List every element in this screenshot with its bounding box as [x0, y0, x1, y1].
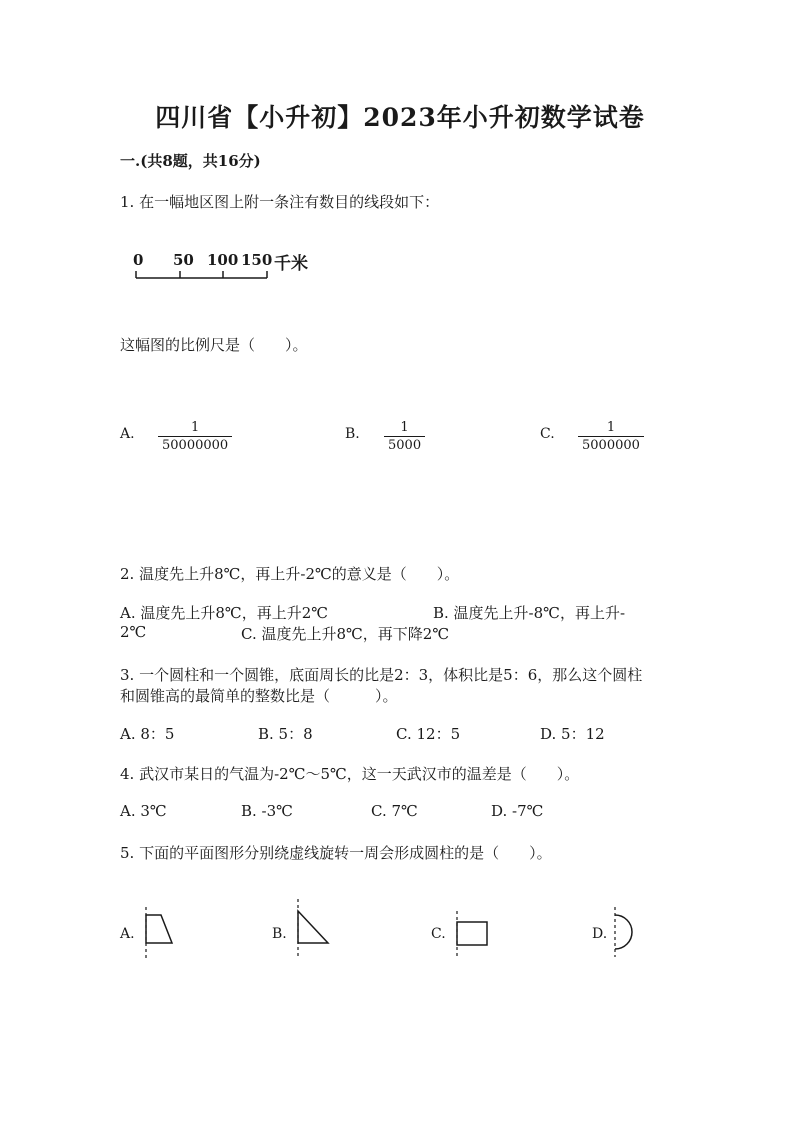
scale-tick-label: 0 [133, 251, 144, 269]
fraction-numerator: 1 [606, 420, 616, 435]
scale-line [134, 269, 274, 283]
semicircle-figure [609, 905, 649, 959]
option-c: C. 7℃ [371, 802, 418, 820]
scale-tick-label: 150 [241, 251, 273, 269]
option-c: C. 12：5 [396, 725, 461, 743]
option-d: D. -7℃ [491, 802, 544, 820]
page-title: 四川省【小升初】2023年小升初数学试卷 [155, 103, 645, 132]
option-b-continued: 2℃ [120, 623, 147, 641]
option-a-label: A. [120, 426, 135, 442]
question-1-text: 1. 在一幅地区图上附一条注有数目的线段如下： [120, 193, 440, 211]
question-1-prompt: 这幅图的比例尺是（ ）。 [120, 336, 308, 354]
trapezoid-figure [140, 905, 180, 963]
rectangle-figure [452, 909, 492, 959]
scale-tick-label: 50 [173, 251, 194, 269]
fraction-denominator: 50000000 [158, 436, 232, 453]
scale-unit: 千米 [274, 254, 308, 274]
option-d: D. 5：12 [540, 725, 605, 743]
question-4-text: 4. 武汉市某日的气温为-2℃～5℃，这一天武汉市的温差是（ ）。 [120, 765, 580, 783]
option-a: A. 3℃ [120, 802, 167, 820]
right-triangle-figure [292, 897, 332, 961]
option-a: A. 8：5 [120, 725, 175, 743]
section-header: 一.(共8题，共16分) [120, 152, 261, 170]
option-b-label: B. [272, 926, 287, 942]
fraction-numerator: 1 [190, 420, 200, 435]
fraction-numerator: 1 [400, 420, 409, 435]
question-2-text: 2. 温度先上升8℃，再上升-2℃的意义是（ ）。 [120, 565, 460, 583]
option-a: A. 温度先上升8℃，再上升2℃ [120, 604, 329, 622]
scale-tick-label: 100 [207, 251, 239, 269]
option-d-label: D. [592, 926, 608, 942]
option-c-fraction [578, 420, 644, 453]
option-b: B. 5：8 [258, 725, 313, 743]
option-b: B. -3℃ [241, 802, 293, 820]
question-5-text: 5. 下面的平面图形分别绕虚线旋转一周会形成圆柱的是（ ）。 [120, 844, 552, 862]
option-b: B. 温度先上升-8℃，再上升- [433, 604, 626, 622]
option-a-label: A. [120, 926, 135, 942]
option-b-fraction [384, 420, 425, 453]
option-a-fraction [158, 420, 232, 453]
fraction-denominator: 5000 [384, 436, 425, 453]
fraction-denominator: 5000000 [578, 436, 644, 453]
option-c-label: C. [431, 926, 446, 942]
option-b-label: B. [345, 426, 360, 442]
question-3-text-line2: 和圆锥高的最简单的整数比是（ ）。 [120, 687, 398, 705]
option-c-label: C. [540, 426, 555, 442]
option-c: C. 温度先上升8℃，再下降2℃ [241, 625, 450, 643]
question-3-text-line1: 3. 一个圆柱和一个圆锥，底面周长的比是2：3，体积比是5：6，那么这个圆柱 [120, 666, 643, 684]
